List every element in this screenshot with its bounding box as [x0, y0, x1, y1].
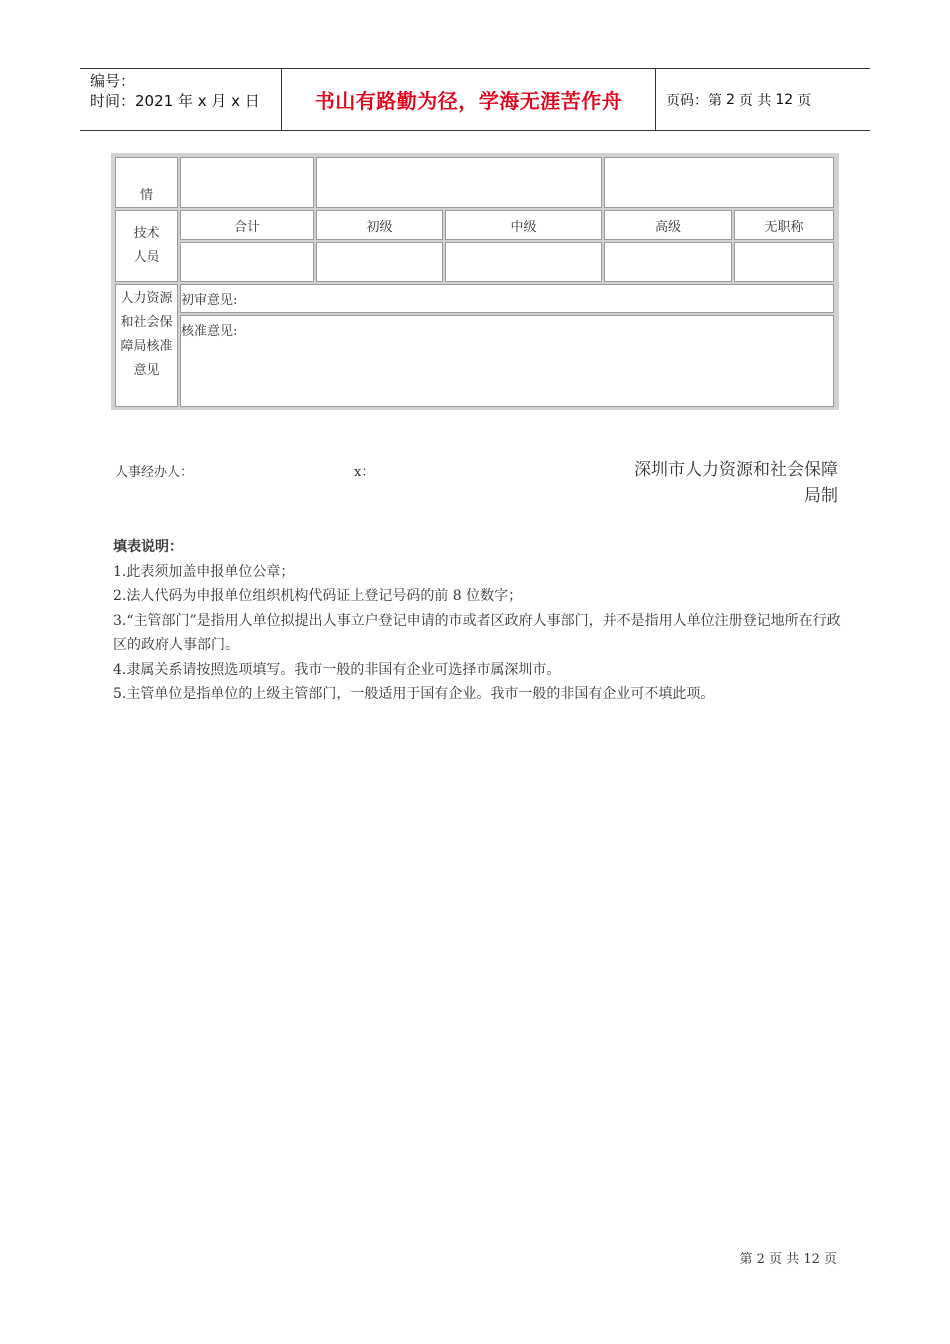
instruction-item: 1.此表须加盖申报单位公章； [113, 563, 295, 580]
instructions-title: 填表说明： [113, 539, 183, 555]
page-number: 2 [726, 91, 735, 108]
initial-opinion-field[interactable] [180, 284, 834, 313]
value-intermediate[interactable] [445, 242, 602, 282]
row-label-technical-staff: 技术 人员 [115, 210, 178, 282]
page-suffix: 页 [797, 92, 812, 109]
code-label: 编号： [90, 72, 136, 90]
table-cell[interactable] [180, 157, 314, 208]
header-meta [90, 71, 260, 111]
instruction-item: 3.“主管部门”是指用人单位拟提出人事立户登记申请的市或者区政府人事部门，并不是指用人单位注册登记地所在行政区的政府人事部门。 [113, 612, 841, 653]
header-motto: 书山有路勤为径，学海无涯苦作舟 [314, 89, 623, 113]
page-header [80, 68, 870, 131]
form-table [111, 153, 839, 410]
table-cell[interactable] [604, 157, 834, 208]
page-total: 12 [775, 91, 794, 108]
final-opinion-field[interactable] [180, 315, 834, 407]
page-mid: 页 共 [738, 92, 772, 109]
col-header-junior: 初级 [316, 210, 443, 240]
col-header-intermediate: 中级 [445, 210, 602, 240]
initial-opinion-label: 初审意见: [181, 293, 238, 308]
value-senior[interactable] [604, 242, 732, 282]
col-header-senior: 高级 [604, 210, 732, 240]
col-header-total: 合计 [180, 210, 314, 240]
header-divider [655, 69, 656, 130]
issuing-organization: 深圳市人力资源和社会保障 局制 [634, 460, 838, 506]
final-opinion-label: 核准意见: [181, 324, 238, 339]
value-no-title[interactable] [734, 242, 834, 282]
handler-label: 人事经办人： [115, 465, 194, 480]
value-total[interactable] [180, 242, 314, 282]
page-prefix: 页码：第 [666, 92, 722, 109]
row-label-approval: 人力资源 和社会保 障局核准 意见 [115, 284, 178, 407]
filling-instructions [113, 535, 843, 707]
page-footer: 第 2 页 共 12 页 [739, 1252, 837, 1267]
value-junior[interactable] [316, 242, 443, 282]
header-page-info [664, 69, 813, 130]
table-cell[interactable] [316, 157, 602, 208]
instruction-item: 5.主管单位是指单位的上级主管部门，一般适用于国有企业。我市一般的非国有企业可不填此项。 [113, 686, 715, 702]
col-header-no-title: 无职称 [734, 210, 834, 240]
time-label: 时间：2021 年 x 月 x 日 [90, 92, 260, 110]
row-label-situation: 情 [115, 157, 178, 208]
x-label: x： [354, 465, 375, 480]
instruction-item: 2.法人代码为申报单位组织机构代码证上登记号码的前 8 位数字； [113, 588, 523, 604]
instruction-item: 4.隶属关系请按照选项填写。我市一般的非国有企业可选择市属深圳市。 [113, 661, 561, 678]
